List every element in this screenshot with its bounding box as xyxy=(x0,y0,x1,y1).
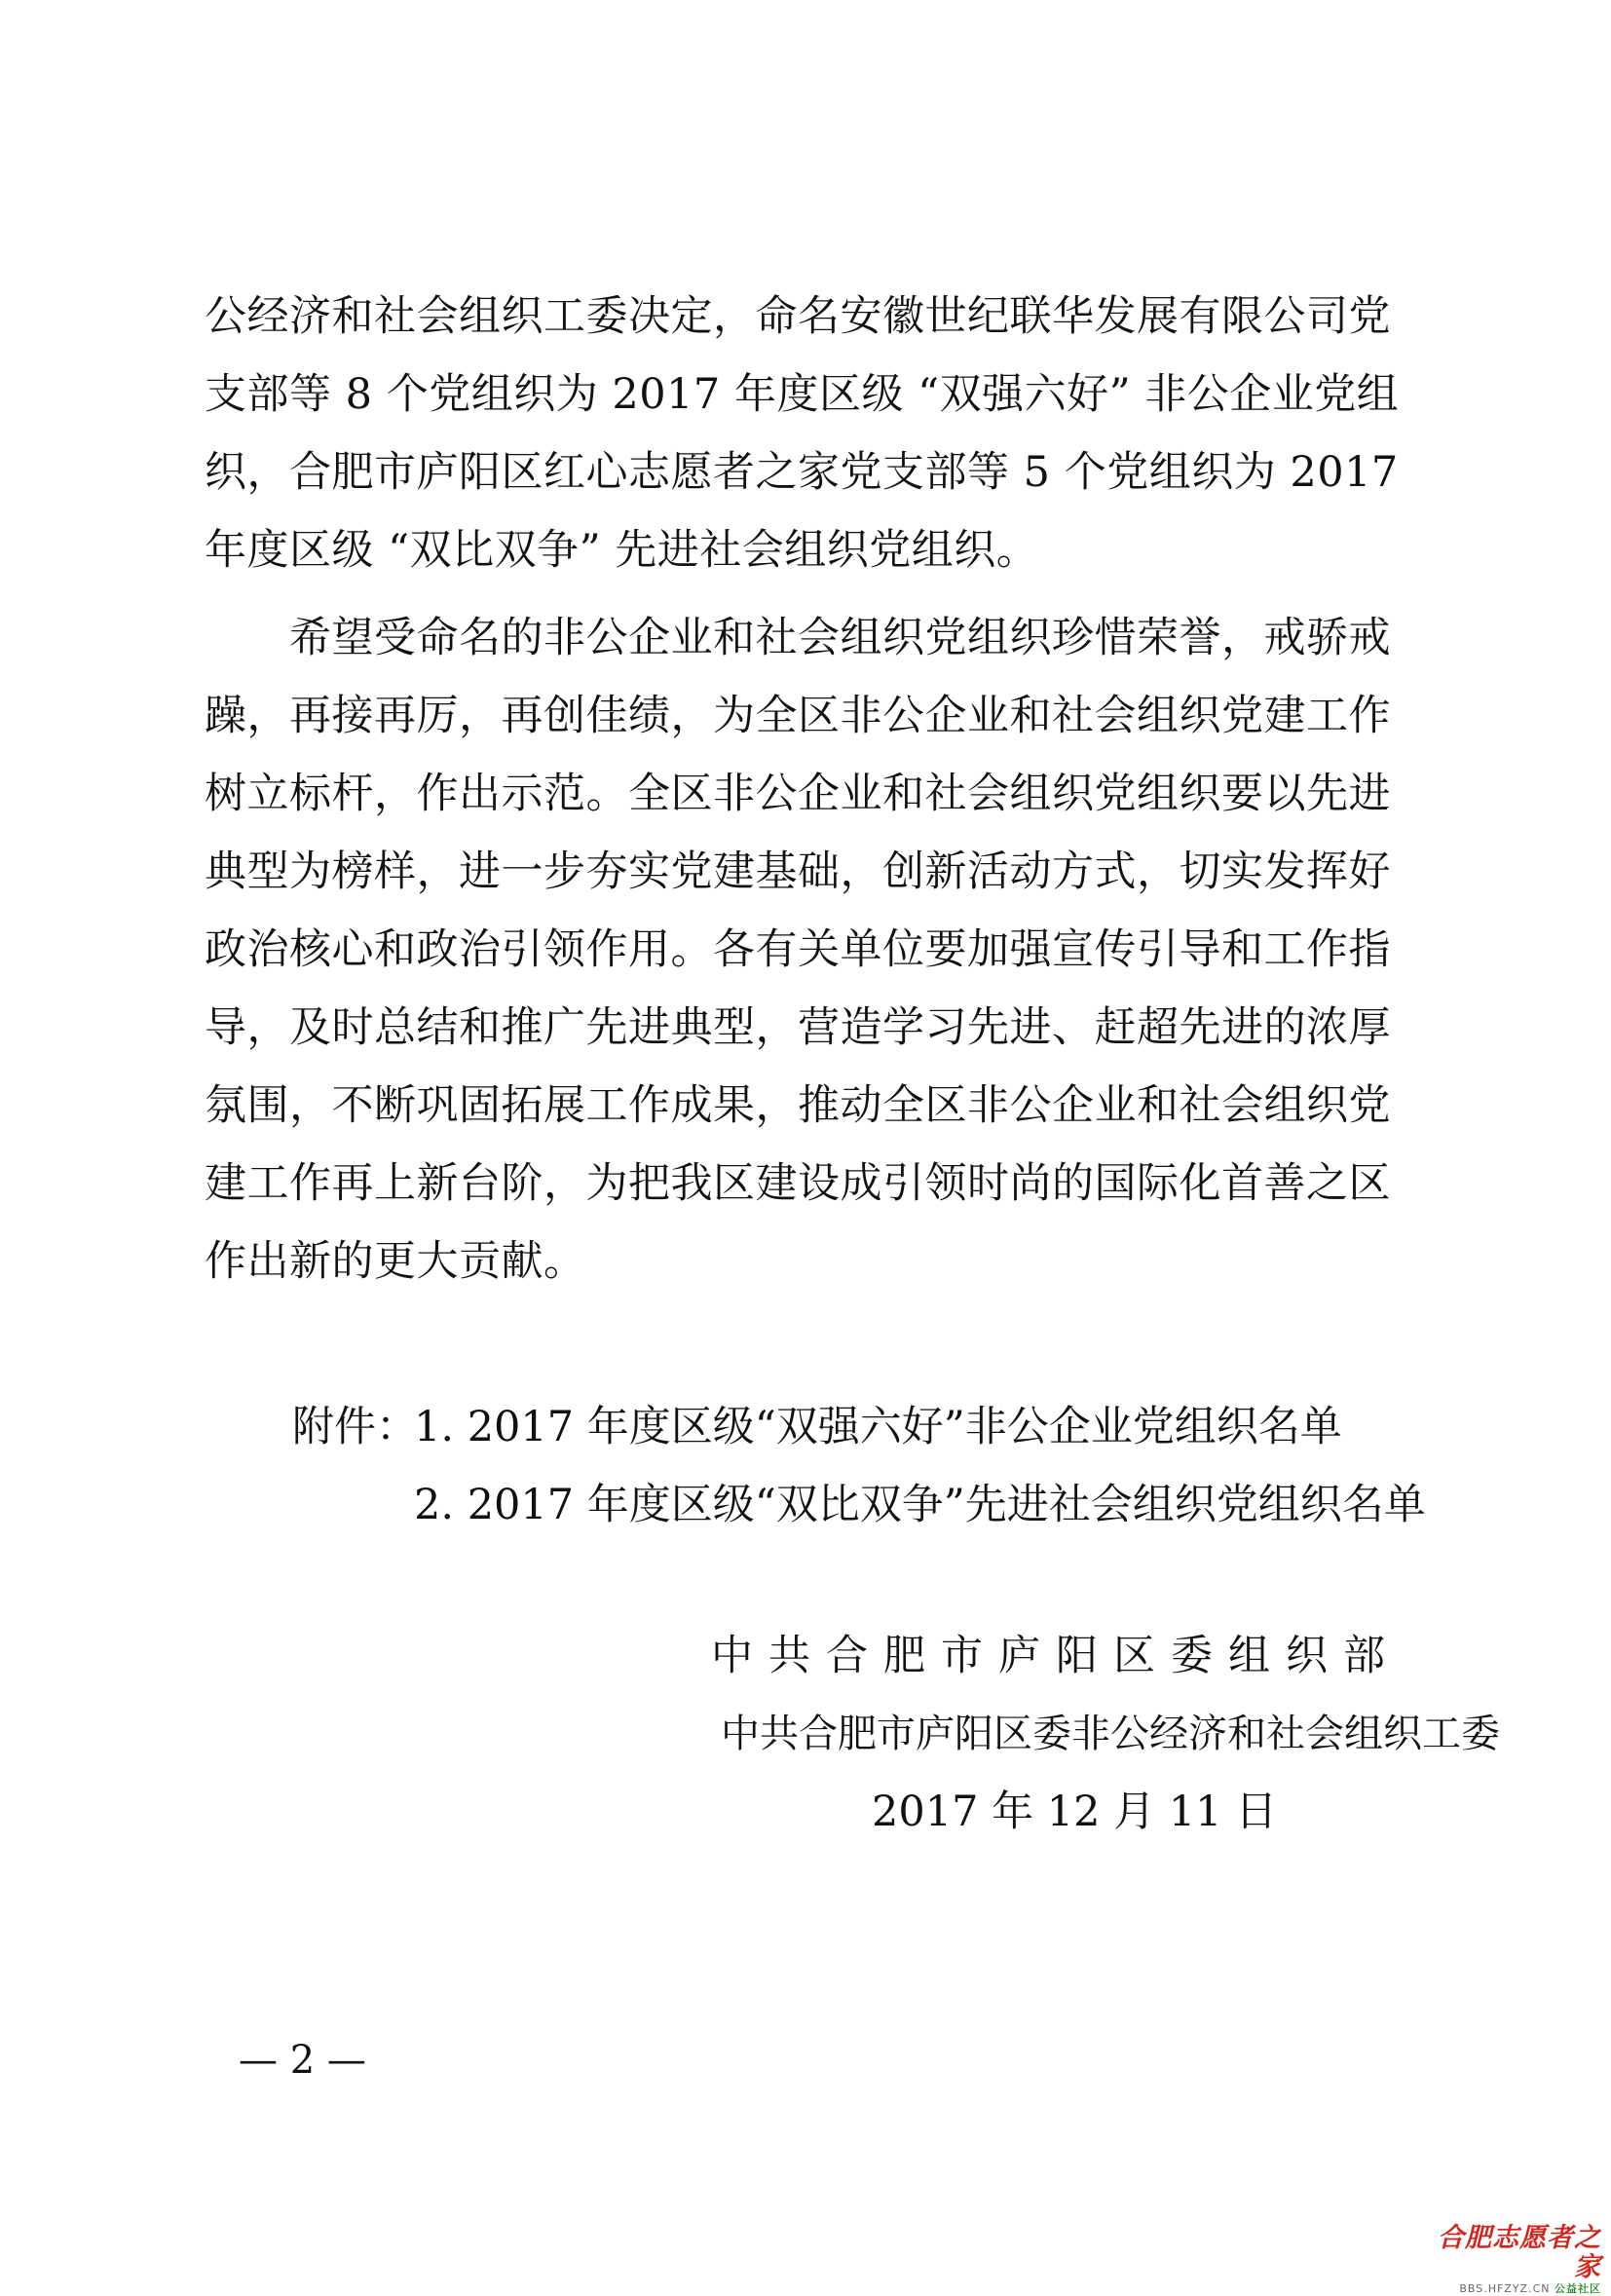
body-line-6: 躁，再接再厉，再创佳绩，为全区非公企业和社会组织党建工作 xyxy=(205,692,1391,740)
body-line-8: 典型为榜样，进一步夯实党建基础，创新活动方式，切实发挥好 xyxy=(205,847,1391,896)
watermark-community: 公益社区 xyxy=(1555,2282,1601,2295)
watermark-subline xyxy=(1416,2282,1601,2296)
attachment-item-2: 2. 2017 年度区级“双比双争”先进社会组织党组织名单 xyxy=(414,1481,1426,1529)
body-line-7: 树立标杆，作出示范。全区非公企业和社会组织党组织要以先进 xyxy=(205,770,1391,818)
body-line-5: 希望受命名的非公企业和社会组织党组织珍惜荣誉，戒骄戒 xyxy=(205,614,1391,662)
watermark-url: BBS.HFZYZ.CN xyxy=(1459,2282,1551,2295)
signature-date: 2017 年 12 月 11 日 xyxy=(872,1788,1278,1836)
page-number: — 2 — xyxy=(239,2038,366,2083)
signature-org-organization-department: 中共合肥市庐阳区委组织部 xyxy=(711,1632,1401,1680)
body-line-2: 支部等 8 个党组织为 2017 年度区级 “双强六好” 非公企业党组 xyxy=(205,370,1400,419)
attachments-label: 附件： xyxy=(292,1403,418,1451)
signature-org-work-committee: 中共合肥市庐阳区委非公经济和社会组织工委 xyxy=(721,1712,1500,1756)
attachment-item-1: 1. 2017 年度区级“双强六好”非公企业党组织名单 xyxy=(414,1403,1342,1451)
body-line-13: 作出新的更大贡献。 xyxy=(205,1237,586,1286)
body-line-1: 公经济和社会组织工委决定，命名安徽世纪联华发展有限公司党 xyxy=(205,292,1391,341)
body-line-12: 建工作再上新台阶，为把我区建设成引领时尚的国际化首善之区 xyxy=(205,1159,1391,1208)
watermark-title: 合肥志愿者之家 xyxy=(1438,2223,1601,2282)
body-line-9: 政治核心和政治引领作用。各有关单位要加强宣传引导和工作指 xyxy=(205,925,1391,974)
site-watermark-logo xyxy=(1416,2223,1601,2295)
body-line-4: 年度区级 “双比双争” 先进社会组织党组织。 xyxy=(205,526,1039,575)
body-line-3: 织，合肥市庐阳区红心志愿者之家党支部等 5 个党组织为 2017 xyxy=(205,448,1399,497)
body-line-11: 氛围，不断巩固拓展工作成果，推动全区非公企业和社会组织党 xyxy=(205,1081,1391,1130)
body-line-10: 导，及时总结和推广先进典型，营造学习先进、赶超先进的浓厚 xyxy=(205,1003,1391,1052)
